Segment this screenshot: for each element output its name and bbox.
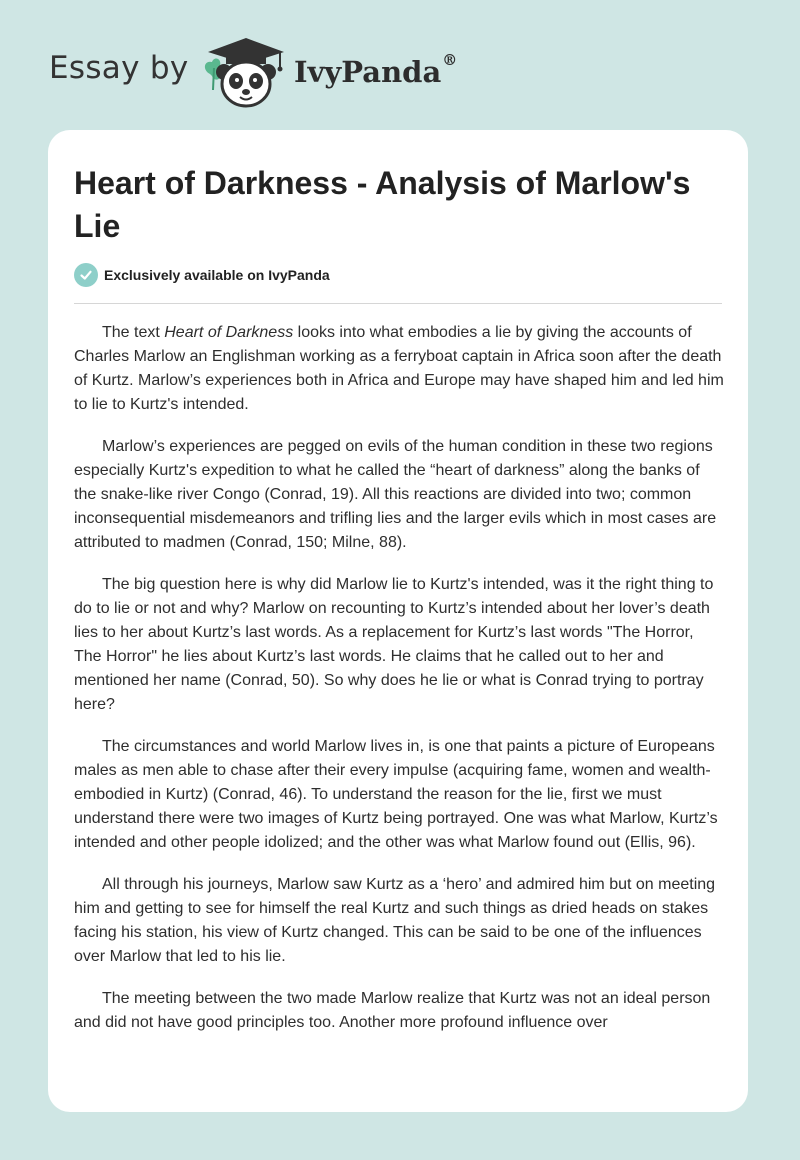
- essay-title: Heart of Darkness - Analysis of Marlow's Lie: [74, 165, 691, 244]
- exclusive-badge: [74, 263, 330, 287]
- brand-prefix: Essay by: [49, 50, 189, 86]
- badge-label: Exclusively available on IvyPanda: [104, 267, 330, 283]
- check-circle-icon: [74, 263, 98, 287]
- divider: [74, 303, 722, 304]
- panda-logo-icon[interactable]: [200, 34, 292, 110]
- site-header: [0, 0, 800, 130]
- registered-mark: ®: [442, 51, 458, 69]
- paragraph: All through his journeys, Marlow saw Kurtz as a ‘hero’ and admired him but on meeting him and getting to see for himself the real Kurtz and such things as dried heads on stakes facing his station, his view of Kurtz changed. This can be said to be one of the influences over Marlow that led to his lie.: [74, 876, 716, 965]
- essay-card: [48, 130, 748, 1112]
- paragraph: The meeting between the two made Marlow realize that Kurtz was not an ideal person and did not have good principles too. Another more profound influence over: [74, 990, 711, 1031]
- paragraph: Marlow’s experiences are pegged on evils of the human condition in these two regions especially Kurtz's expedition to what he called the “heart of darkness” along the banks of the snake-like river Congo (Conrad, 19). All this reactions are divided into two; common inconsequential misdemeanors and trifling lies and the larger evils which in most cases are attributed to madmen (Conrad, 150; Milne, 88).: [74, 438, 717, 551]
- paragraph: The big question here is why did Marlow lie to Kurtz's intended, was it the right thing to do to lie or not and why? Marlow on recounting to Kurtz’s intended about her lover’s death lies to her about Kurtz’s last words. As a replacement for Kurtz’s last words "The Horror, The Horror" he lies about Kurtz’s last words. He claims that he called out to her and mentioned her name (Conrad, 50). So why does he lie or what is Conrad trying to portray here?: [74, 576, 714, 713]
- paragraph: The circumstances and world Marlow lives in, is one that paints a picture of Europeans males as men able to chase after their every impulse (acquiring fame, women and wealth-embodied in Kurtz) (Conrad, 46). To understand the reason for the lie, first we must understand there were two images of Kurtz being portrayed. One was what Marlow, Kurtz’s intended and other people idolized; and the other was what Marlow found out (Ellis, 96).: [74, 738, 718, 851]
- brand-name[interactable]: IvyPanda®: [294, 51, 458, 89]
- paragraph: The text Heart of Darkness looks into what embodies a lie by giving the accounts of Charles Marlow an Englishman working as a ferryboat captain in Africa soon after the death of Kurtz. Marlow’s experiences both in Africa and Europe may have shaped him and led him to lie to Kurtz's intended.: [74, 324, 724, 413]
- essay-body: [74, 321, 724, 1053]
- book-title: Heart of Darkness: [164, 324, 294, 341]
